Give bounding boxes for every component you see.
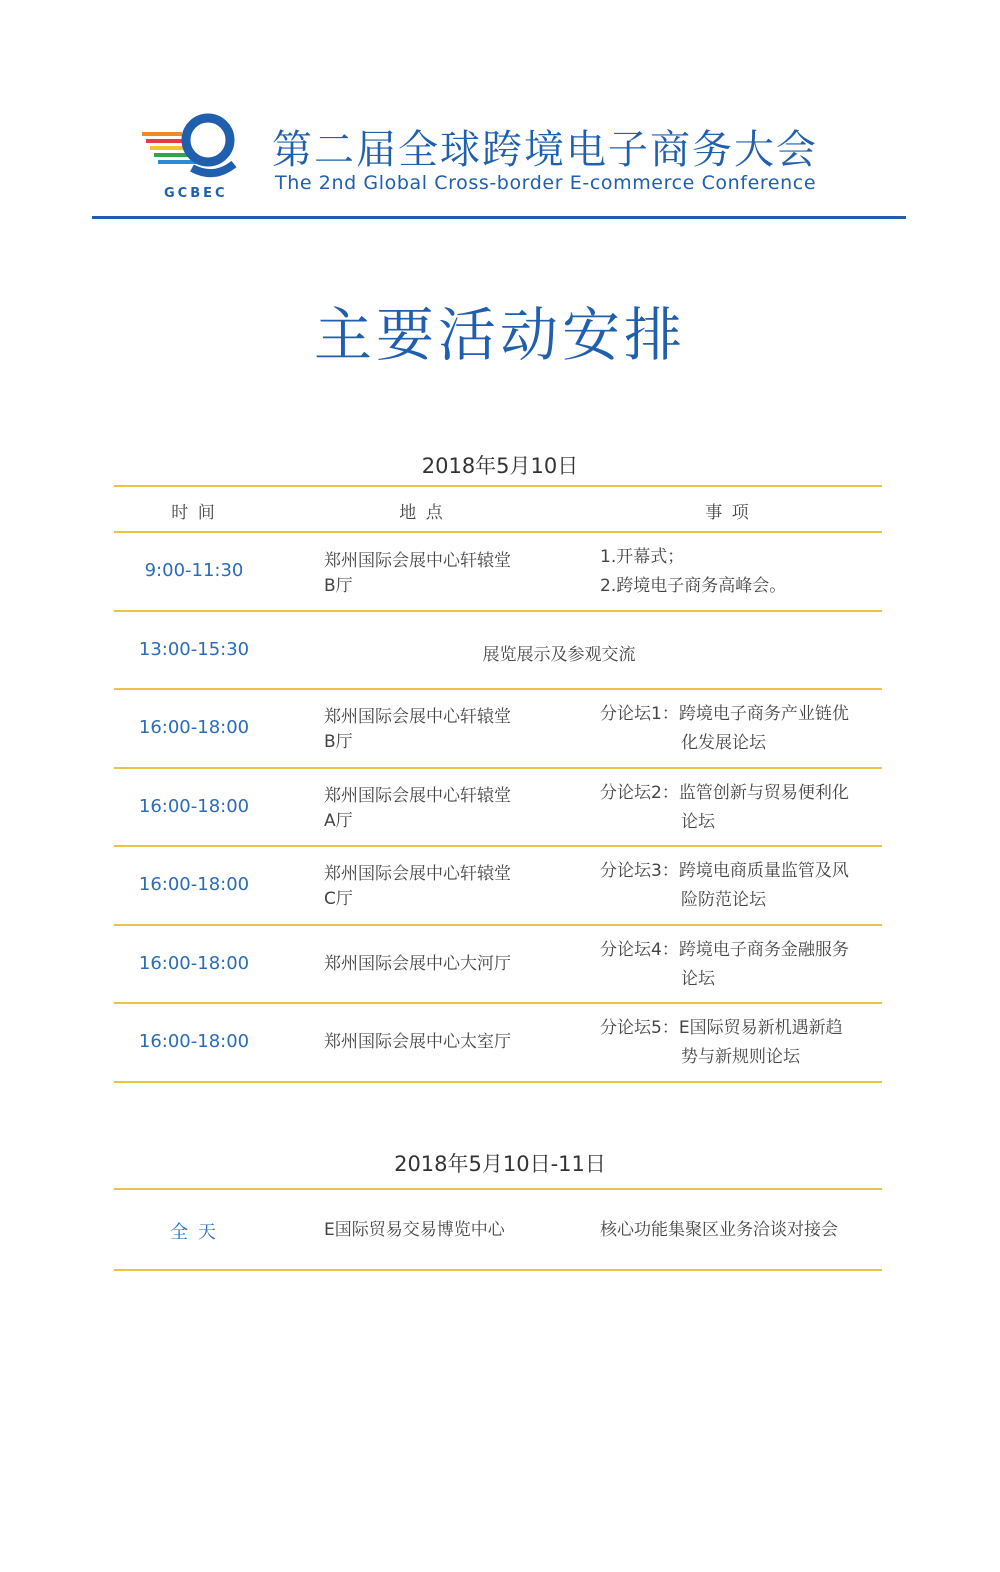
row-time: 全 天 — [170, 1222, 218, 1243]
table-rule — [114, 845, 882, 847]
table-rule — [114, 688, 882, 690]
row-place — [324, 952, 554, 977]
row-item — [600, 779, 870, 837]
row-time: 9:00-11:30 — [144, 560, 244, 581]
forum-desc-line: 论坛 — [681, 969, 715, 989]
column-header-time: 时 间 — [171, 503, 217, 523]
row-merged-item: 展览展示及参观交流 — [482, 645, 636, 665]
forum-desc-line: 监管创新与贸易便利化 — [678, 783, 849, 803]
row-item: 核心功能集聚区业务洽谈对接会 — [600, 1220, 838, 1240]
row-place — [324, 1030, 554, 1055]
place-line: 郑州国际会展中心轩辕堂 — [324, 707, 511, 727]
place-line: 郑州国际会展中心太室厅 — [324, 1032, 511, 1052]
forum-desc-line: 跨境电商质量监管及风 — [678, 861, 849, 881]
place-line: B厅 — [324, 576, 353, 596]
row-place — [324, 549, 554, 599]
conference-title-cn: 第二届全球跨境电子商务大会 — [272, 127, 818, 173]
row-time: 16:00-18:00 — [138, 874, 250, 895]
forum-label: 分论坛2： — [600, 783, 679, 803]
forum-desc-line: 跨境电子商务产业链优 — [678, 704, 849, 724]
place-line: 郑州国际会展中心大河厅 — [324, 954, 511, 974]
row-time: 13:00-15:30 — [138, 639, 250, 660]
place-line: B厅 — [324, 732, 353, 752]
table-rule — [114, 1269, 882, 1271]
conference-header — [92, 108, 906, 220]
row-place — [324, 784, 554, 834]
conference-title-en: The 2nd Global Cross-border E-commerce Conference — [275, 172, 817, 194]
forum-desc-line: 论坛 — [681, 812, 715, 832]
table-rule — [114, 1081, 882, 1083]
row-time: 16:00-18:00 — [138, 717, 250, 738]
row-item — [600, 1014, 870, 1072]
row-time: 16:00-18:00 — [138, 796, 250, 817]
header-divider — [92, 216, 906, 219]
forum-desc-line: 跨境电子商务金融服务 — [678, 940, 849, 960]
forum-label: 分论坛3： — [600, 861, 679, 881]
schedule-date: 2018年5月10日 — [421, 454, 579, 478]
table-rule — [114, 924, 882, 926]
forum-label: 分论坛5： — [600, 1018, 679, 1038]
table-rule — [114, 531, 882, 533]
table-rule — [114, 1188, 882, 1190]
place-line: A厅 — [324, 811, 353, 831]
forum-label: 分论坛4： — [600, 940, 679, 960]
schedule-date: 2018年5月10日-11日 — [394, 1152, 606, 1176]
forum-desc-line: E国际贸易新机遇新趋 — [678, 1018, 843, 1038]
place-line: 郑州国际会展中心轩辕堂 — [324, 786, 511, 806]
logo-wordmark: GCBEC — [164, 186, 228, 201]
table-rule — [114, 610, 882, 612]
column-header-place: 地 点 — [399, 503, 445, 523]
row-place — [324, 705, 554, 755]
row-item — [600, 857, 870, 915]
row-time: 16:00-18:00 — [138, 1031, 250, 1052]
column-header-item: 事 项 — [705, 503, 751, 523]
table-rule — [114, 767, 882, 769]
forum-desc-line: 势与新规则论坛 — [681, 1047, 800, 1067]
place-line: 郑州国际会展中心轩辕堂 — [324, 864, 511, 884]
row-item — [600, 936, 870, 994]
row-time: 16:00-18:00 — [138, 953, 250, 974]
item-line: 1.开幕式； — [600, 547, 685, 567]
place-line: C厅 — [324, 889, 353, 909]
forum-desc-line: 险防范论坛 — [681, 890, 766, 910]
item-line: 2.跨境电子商务高峰会。 — [600, 576, 787, 596]
row-item — [600, 543, 880, 601]
table-rule — [114, 485, 882, 487]
row-item — [600, 700, 870, 758]
row-place: E国际贸易交易博览中心 — [324, 1220, 505, 1240]
row-place — [324, 862, 554, 912]
page-title: 主要活动安排 — [313, 301, 686, 369]
forum-desc-line: 化发展论坛 — [681, 733, 766, 753]
table-rule — [114, 1002, 882, 1004]
forum-label: 分论坛1： — [600, 704, 679, 724]
place-line: 郑州国际会展中心轩辕堂 — [324, 551, 511, 571]
